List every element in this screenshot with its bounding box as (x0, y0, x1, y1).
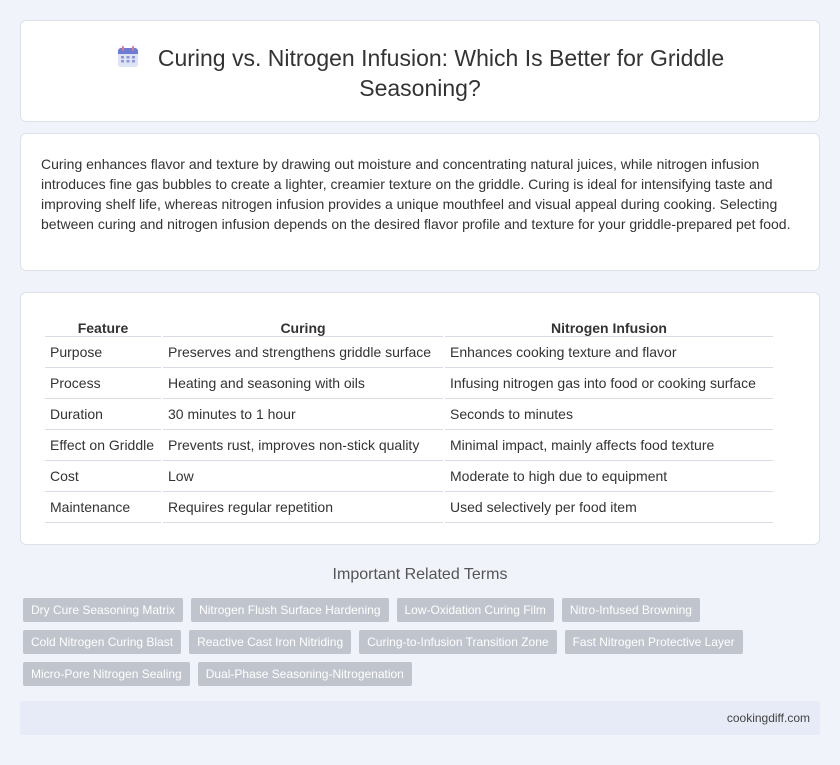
table-row (45, 399, 773, 430)
related-term-tag[interactable]: Cold Nitrogen Curing Blast (23, 630, 181, 654)
table-cell: Infusing nitrogen gas into food or cooking surface (445, 368, 773, 399)
table-row (45, 492, 773, 523)
header-curing: Curing (163, 315, 443, 337)
tag-row (23, 598, 823, 622)
table-cell: Moderate to high due to equipment (445, 461, 773, 492)
table-cell: Maintenance (45, 492, 161, 523)
table-cell: 30 minutes to 1 hour (163, 399, 443, 430)
table-row (45, 337, 773, 368)
table-cell: Enhances cooking texture and flavor (445, 337, 773, 368)
header-nitrogen-infusion: Nitrogen Infusion (445, 315, 773, 337)
table-row (45, 461, 773, 492)
table-cell: Effect on Griddle (45, 430, 161, 461)
table-cell: Process (45, 368, 161, 399)
table-cell: Requires regular repetition (163, 492, 443, 523)
comparison-table (43, 315, 775, 523)
footer-site-link[interactable]: cookingdiff.com (726, 711, 810, 725)
related-term-tag[interactable]: Dry Cure Seasoning Matrix (23, 598, 183, 622)
related-term-tag[interactable]: Fast Nitrogen Protective Layer (565, 630, 743, 654)
table-row (45, 430, 773, 461)
calendar-icon (116, 45, 140, 69)
table-cell: Low (163, 461, 443, 492)
table-cell: Heating and seasoning with oils (163, 368, 443, 399)
table-cell: Purpose (45, 337, 161, 368)
related-term-tag[interactable]: Micro-Pore Nitrogen Sealing (23, 662, 190, 686)
intro-paragraph: Curing enhances flavor and texture by drawing out moisture and concentrating natural juices, while nitrogen infusion introduces fine gas bubbles to create a lighter, creamier texture on the griddle. Curing is ideal for intensifying taste and improving shelf life, whereas nitrogen infusion provides a unique mouthfeel and visual appeal during cooking. Selecting between curing and nitrogen infusion depends on the desired flavor profile and texture for your griddle-prepared pet food. (41, 156, 791, 232)
related-term-tag[interactable]: Low-Oxidation Curing Film (397, 598, 554, 622)
table-cell: Preserves and strengthens griddle surface (163, 337, 443, 368)
table-cell: Cost (45, 461, 161, 492)
table-header-row (45, 315, 773, 337)
related-term-tag[interactable]: Nitrogen Flush Surface Hardening (191, 598, 388, 622)
related-terms-title: Important Related Terms (332, 566, 508, 583)
page-title: Curing vs. Nitrogen Infusion: Which Is Better for Griddle Seasoning? (157, 45, 725, 101)
related-term-tag[interactable]: Nitro-Infused Browning (562, 598, 700, 622)
related-term-tag[interactable]: Reactive Cast Iron Nitriding (189, 630, 351, 654)
related-term-tag[interactable]: Dual-Phase Seasoning-Nitrogenation (198, 662, 412, 686)
comparison-card (20, 292, 820, 545)
table-cell: Prevents rust, improves non-stick quality (163, 430, 443, 461)
intro-card (20, 133, 820, 271)
header-feature: Feature (45, 315, 161, 337)
footer-bar (20, 701, 820, 735)
table-cell: Seconds to minutes (445, 399, 773, 430)
tag-row (23, 662, 823, 686)
tag-row (23, 630, 823, 654)
header-card (20, 20, 820, 122)
table-cell: Duration (45, 399, 161, 430)
page-title-row (21, 43, 819, 103)
table-cell: Used selectively per food item (445, 492, 773, 523)
table-row (45, 368, 773, 399)
table-cell: Minimal impact, mainly affects food texture (445, 430, 773, 461)
related-term-tag[interactable]: Curing-to-Infusion Transition Zone (359, 630, 556, 654)
related-terms-tags (23, 598, 823, 694)
